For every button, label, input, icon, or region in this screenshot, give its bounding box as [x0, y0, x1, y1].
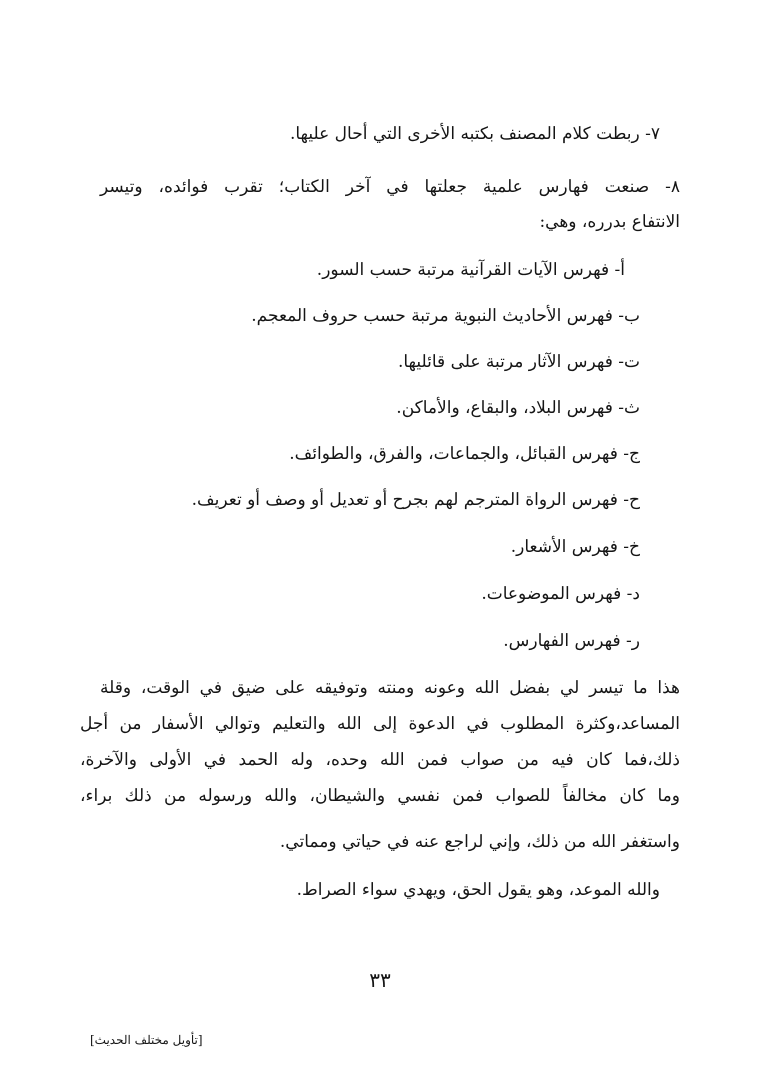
footer-book-title: [تأويل مختلف الحديث] [90, 1033, 203, 1047]
index-item-tha: ث- فهرس البلاد، والبقاع، والأماكن. [396, 398, 640, 418]
index-item-kha: خ- فهرس الأشعار. [510, 537, 640, 557]
index-item-alif: أ- فهرس الآيات القرآنية مرتبة حسب السور. [316, 260, 625, 280]
item-8-line-1: ٨- صنعت فهارس علمية جعلتها في آخر الكتاب؛ تقرب فوائده، وتيسر [100, 177, 680, 197]
item-8-line-2: الانتفاع بدرره، وهي: [539, 212, 680, 232]
index-item-dal: د- فهرس الموضوعات. [481, 584, 640, 604]
item-7-line: ٧- ربطت كلام المصنف بكتبه الأخرى التي أحال عليها. [289, 124, 660, 144]
paragraph-line-5: واستغفر الله من ذلك، وإني لراجع عنه في حياتي ومماتي. [279, 832, 680, 852]
index-item-jim: ج- فهرس القبائل، والجماعات، والفرق، والطوائف. [289, 444, 640, 464]
index-item-ta: ت- فهرس الآثار مرتبة على قائليها. [397, 352, 640, 372]
paragraph-line-1: هذا ما تيسر لي بفضل الله وعونه ومنته وتوفيقه على ضيق في الوقت، وقلة [100, 678, 680, 698]
paragraph-line-4: وما كان مخالفاً للصواب فمن نفسي والشيطان، والله ورسوله من ذلك براء، [80, 786, 680, 806]
index-item-ba: ب- فهرس الأحاديث النبوية مرتبة حسب حروف المعجم. [251, 306, 640, 326]
index-item-ha: ح- فهرس الرواة المترجم لهم بجرح أو تعديل أو وصف أو تعريف. [191, 490, 640, 510]
closing-line: والله الموعد، وهو يقول الحق، ويهدي سواء الصراط. [296, 880, 660, 900]
page-number: ٣٣ [369, 968, 391, 992]
index-item-ra: ر- فهرس الفهارس. [503, 631, 640, 651]
paragraph-line-2: المساعد،وكثرة المطلوب في الدعوة إلى الله والتعليم وتوالي الأسفار من أجل [80, 714, 680, 734]
paragraph-line-3: ذلك،فما كان فيه من صواب فمن الله وحده، وله الحمد في الأولى والآخرة، [80, 750, 680, 770]
